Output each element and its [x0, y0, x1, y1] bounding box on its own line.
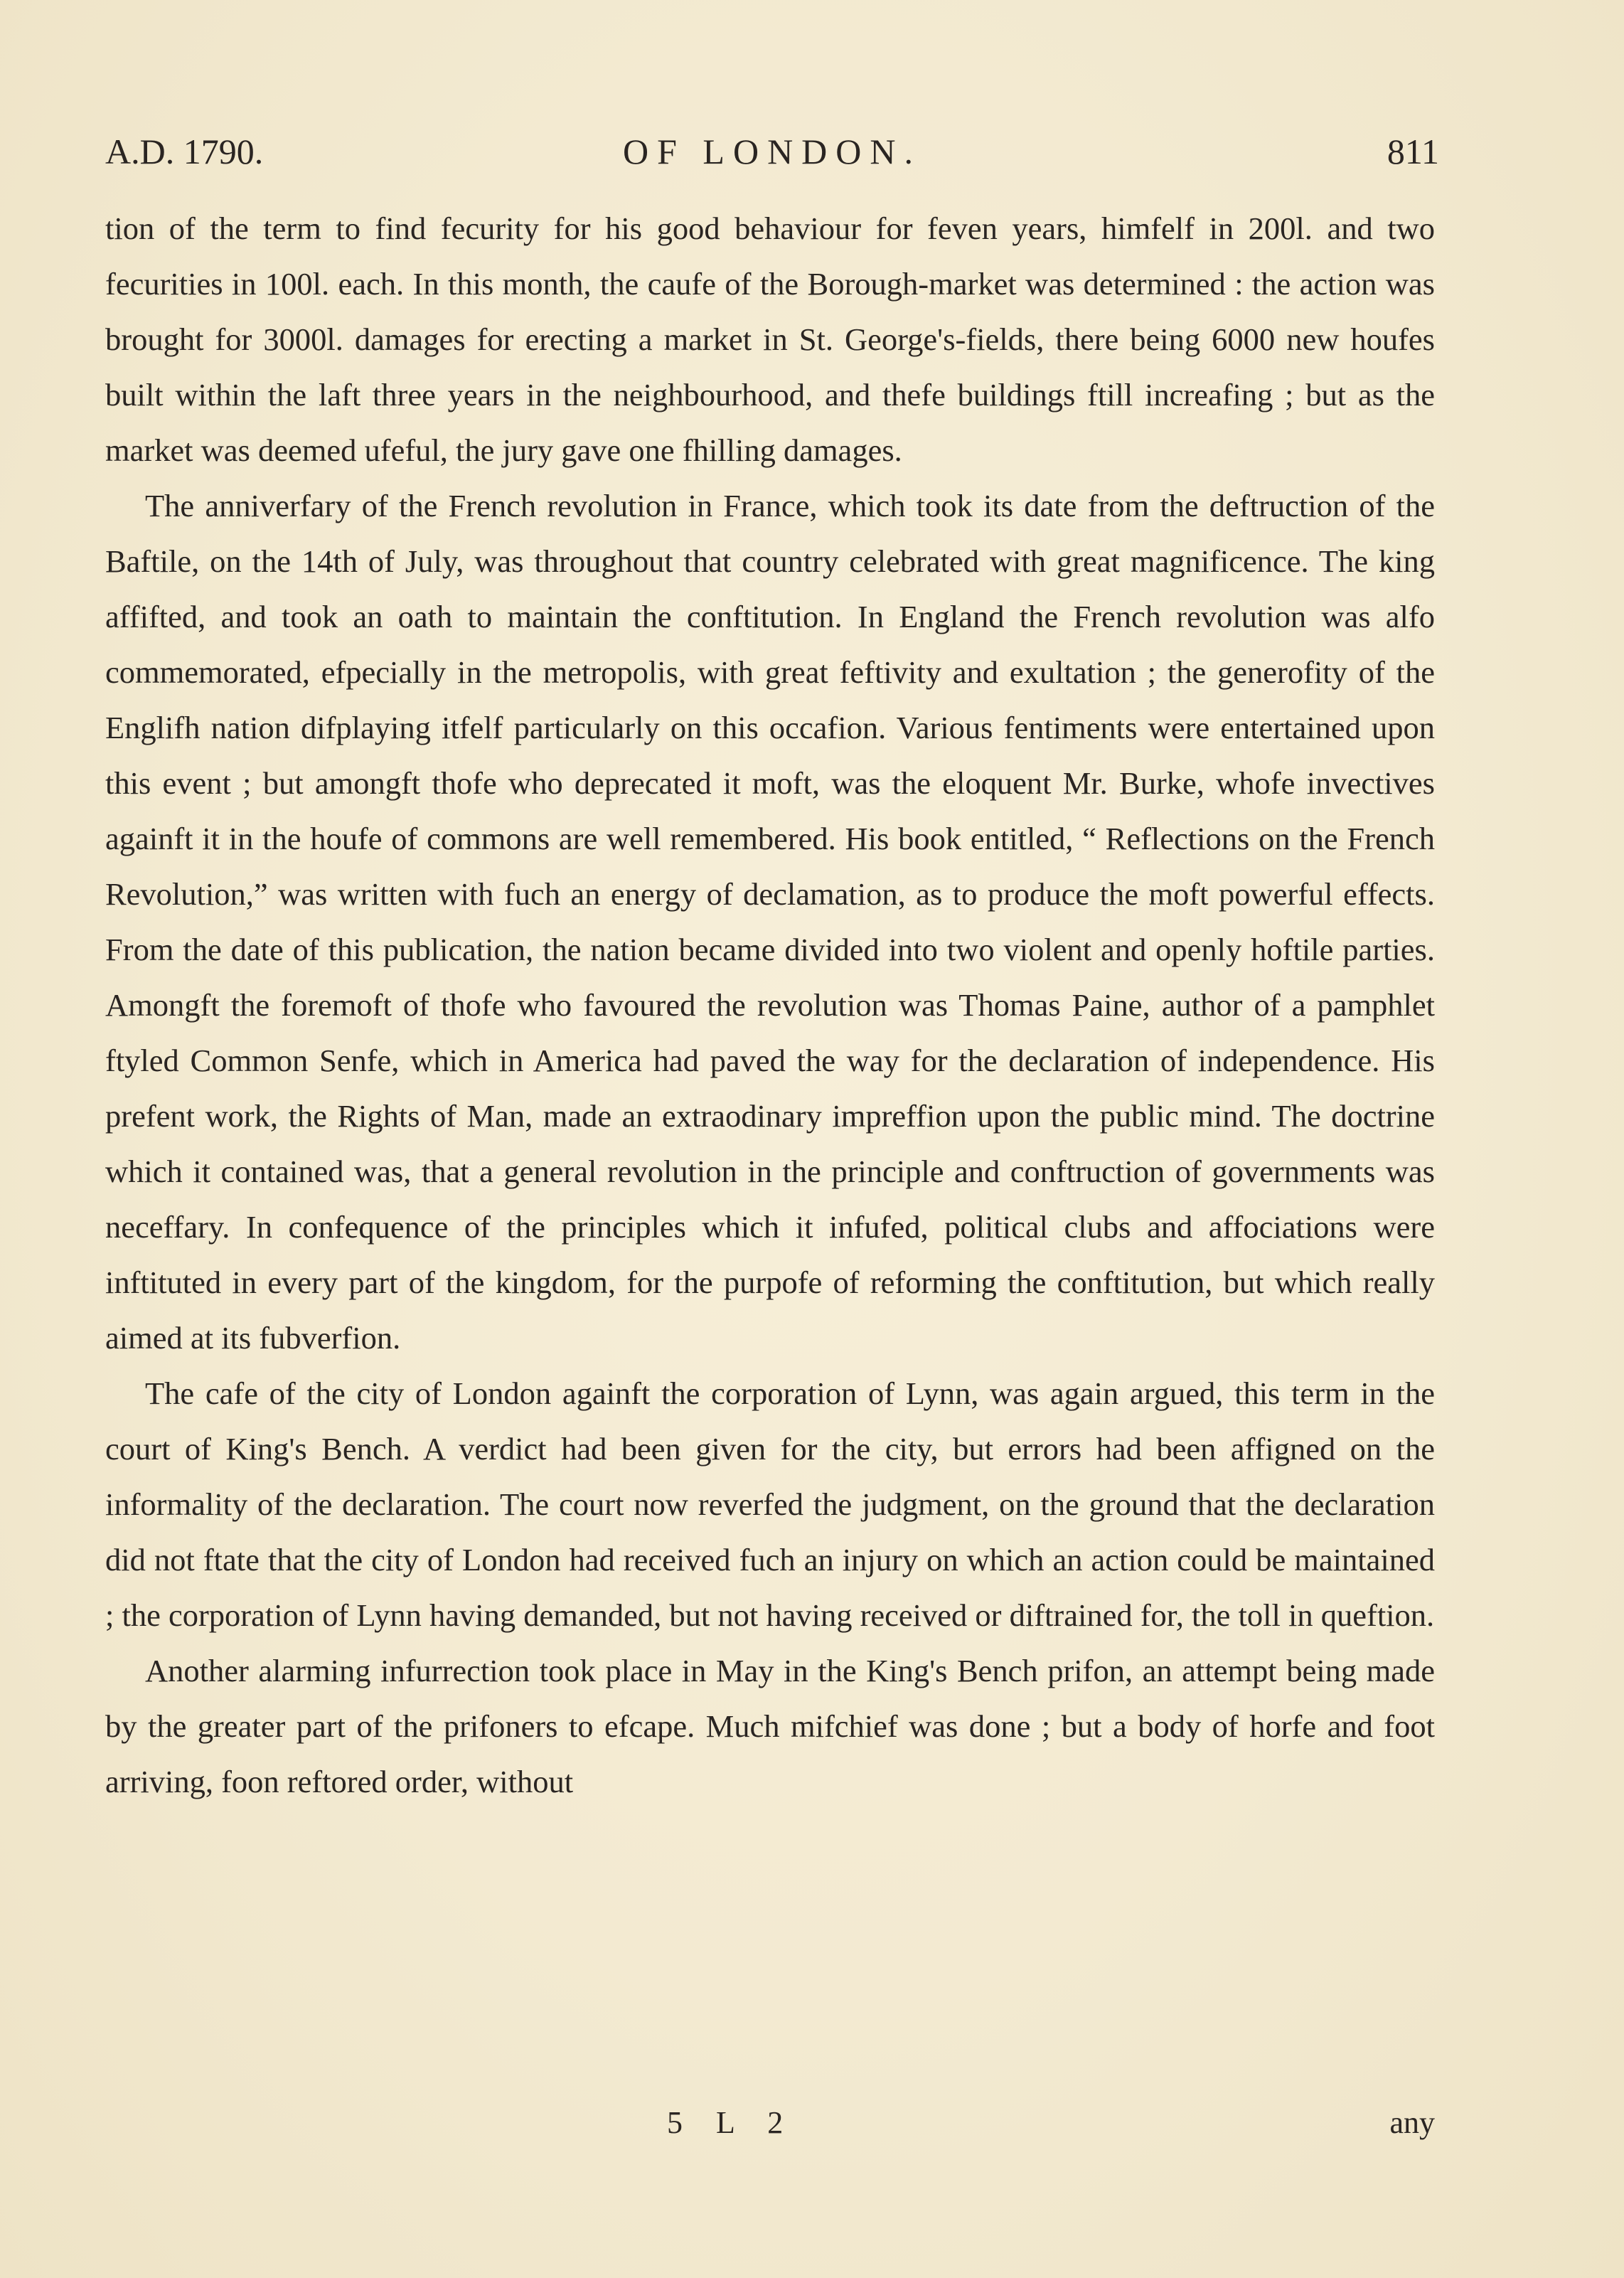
running-header	[105, 127, 1439, 176]
header-date: A.D. 1790.	[105, 132, 264, 171]
page-number: 811	[1387, 132, 1439, 171]
header-title: OF LONDON.	[623, 132, 921, 171]
page-footer	[105, 2098, 1435, 2148]
catchword: any	[1389, 2105, 1435, 2140]
paragraph-3: The cafe of the city of London againft the corporation of Lynn, was again argued, this term in the court of King's Bench. A verdict had been given for the city, but errors had been affigned on the informality of the declaration. The court now reverfed the judgment, on the ground that the declaration did not ftate that the city of London had received fuch an injury on which an action could be maintained ; the corporation of Lynn having demanded, but not having received or diftrained for, the toll in queftion.	[105, 1375, 1435, 1633]
body-text	[105, 201, 1435, 1809]
paragraph-2: The anniverfary of the French revolution in France, which took its date from the deftruction of the Baftile, on the 14th of July, was throughout that country celebrated with great magnificence. The king affifted, and took an oath to maintain the conftitution. In England the French revolution was alfo commemorated, efpecially in the metropolis, with great feftivity and exultation ; the generofity of the Englifh nation difplaying itfelf particularly on this occafion. Various fentiments were entertained upon this event ; but amongft thofe who deprecated it moft, was the eloquent Mr. Burke, whofe invectives againft it in the houfe of commons are well remembered. His book entitled, “ Reflections on the French Revolution,” was written with fuch an energy of declamation, as to produce the moft powerful effects. From the date of this publication, the nation became divided into two violent and openly hoftile parties. Amongft the foremoft of thofe who favoured the revolution was Thomas Paine, author of a pamphlet ftyled Common Senfe, which in America had paved the way for the declaration of independence. His prefent work, the Rights of Man, made an extraodinary impreffion upon the public mind. The doctrine which it contained was, that a general revolution in the principle and conftruction of governments was neceffary. In confequence of the principles which it infufed, political clubs and affociations were inftituted in every part of the kingdom, for the purpofe of reforming the conftitution, but which really aimed at its fubverfion.	[105, 488, 1435, 1356]
signature-mark: 5 L 2	[667, 2105, 796, 2140]
paragraph-1: tion of the term to find fecurity for his good behaviour for feven years, himfelf in 200l. and two fecurities in 100l. each. In this month, the caufe of the Borough-market was determined : the action was brought for 3000l. damages for erecting a market in St. George's-fields, there being 6000 new houfes built within the laft three years in the neighbourhood, and thefe buildings ftill increafing ; but as the market was deemed ufeful, the jury gave one fhilling damages.	[105, 211, 1435, 468]
paragraph-4: Another alarming infurrection took place in May in the King's Bench prifon, an attempt being made by the greater part of the prifoners to efcape. Much mifchief was done ; but a body of horfe and foot arriving, foon reftored order, without	[105, 1653, 1435, 1799]
